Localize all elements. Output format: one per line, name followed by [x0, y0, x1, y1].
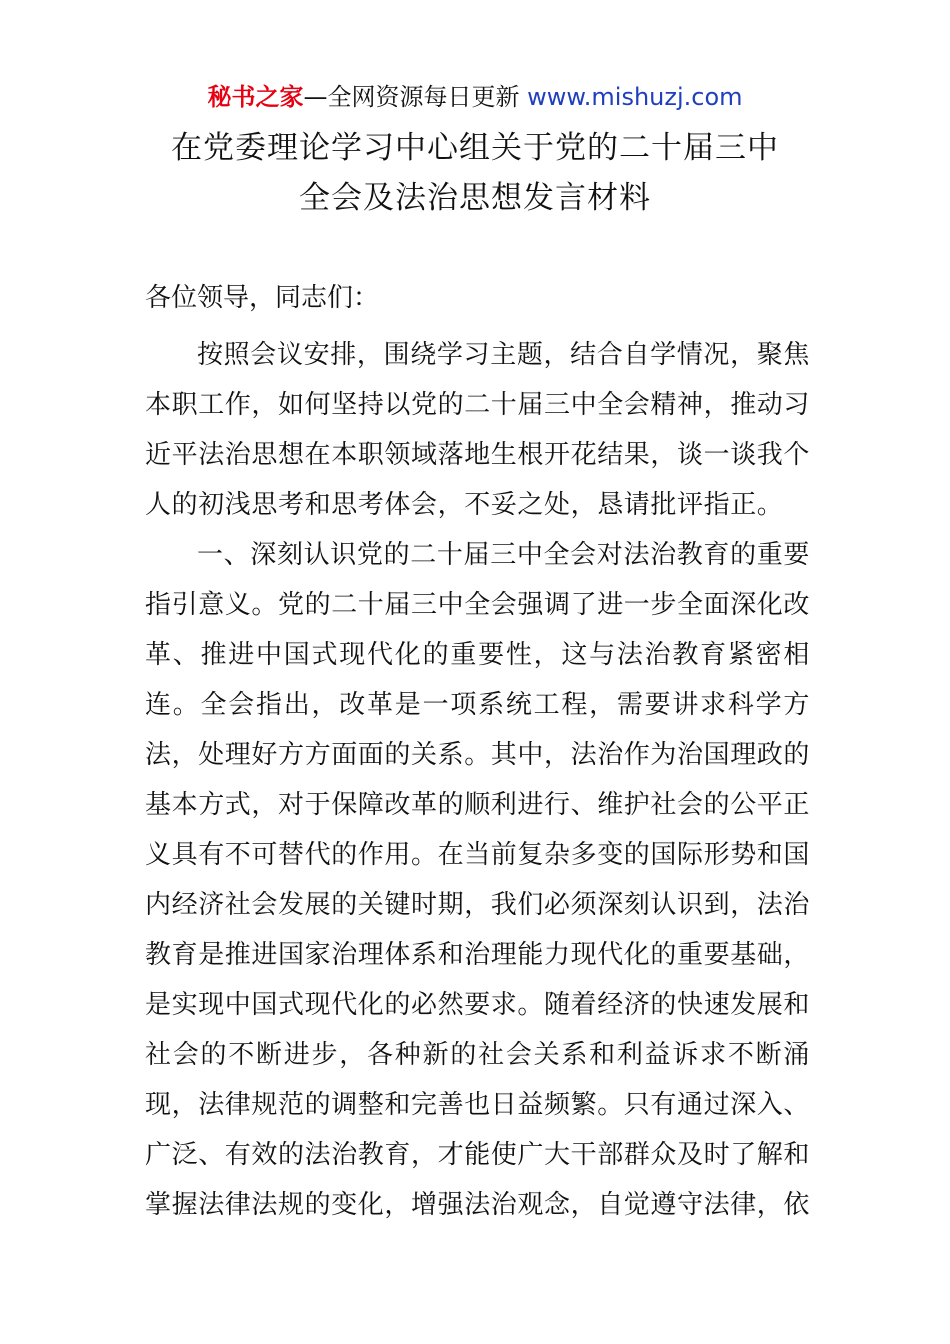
document-title-line-2: 全会及法治思想发言材料 [299, 180, 651, 216]
site-url[interactable]: www.mishuzj.com [527, 83, 743, 111]
site-header [0, 80, 950, 114]
paragraph-intro: 按照会议安排，围绕学习主题，结合自学情况，聚焦本职工作，如何坚持以党的二十届三中全会精神，推动习近平法治思想在本职领域落地生根开花结果，谈一谈我个人的初浅思考和思考体会，不妥之处，恳请批评指正。 [145, 340, 811, 520]
paragraph-section-1: 一、深刻认识党的二十届三中全会对法治教育的重要指引意义。党的二十届三中全会强调了进一步全面深化改革、推进中国式现代化的重要性，这与法治教育紧密相连。全会指出，改革是一项系统工程，需要讲求科学方法，处理好方方面面的关系。其中，法治作为治国理政的基本方式，对于保障改革的顺利进行、维护社会的公平正义具有不可替代的作用。在当前复杂多变的国际形势和国内经济社会发展的关键时期，我们必须深刻认识到，法治教育是推进国家治理体系和治理能力现代化的重要基础，是实现中国式现代化的必然要求。随着经济的快速发展和社会的不断进步，各种新的社会关系和利益诉求不断涌现，法律规范的调整和完善也日益频繁。只有通过深入、广泛、有效的法治教育，才能使广大干部群众及时了解和掌握法律法规的变化，增强法治观念，自觉遵守法律，依 [145, 540, 811, 1220]
brand-name: 秘书之家 [207, 83, 304, 111]
salutation: 各位领导，同志们： [145, 283, 380, 313]
document-title-line-1: 在党委理论学习中心组关于党的二十届三中 [171, 130, 779, 166]
body-text [145, 330, 810, 1230]
site-tagline: —全网资源每日更新 [303, 83, 528, 111]
